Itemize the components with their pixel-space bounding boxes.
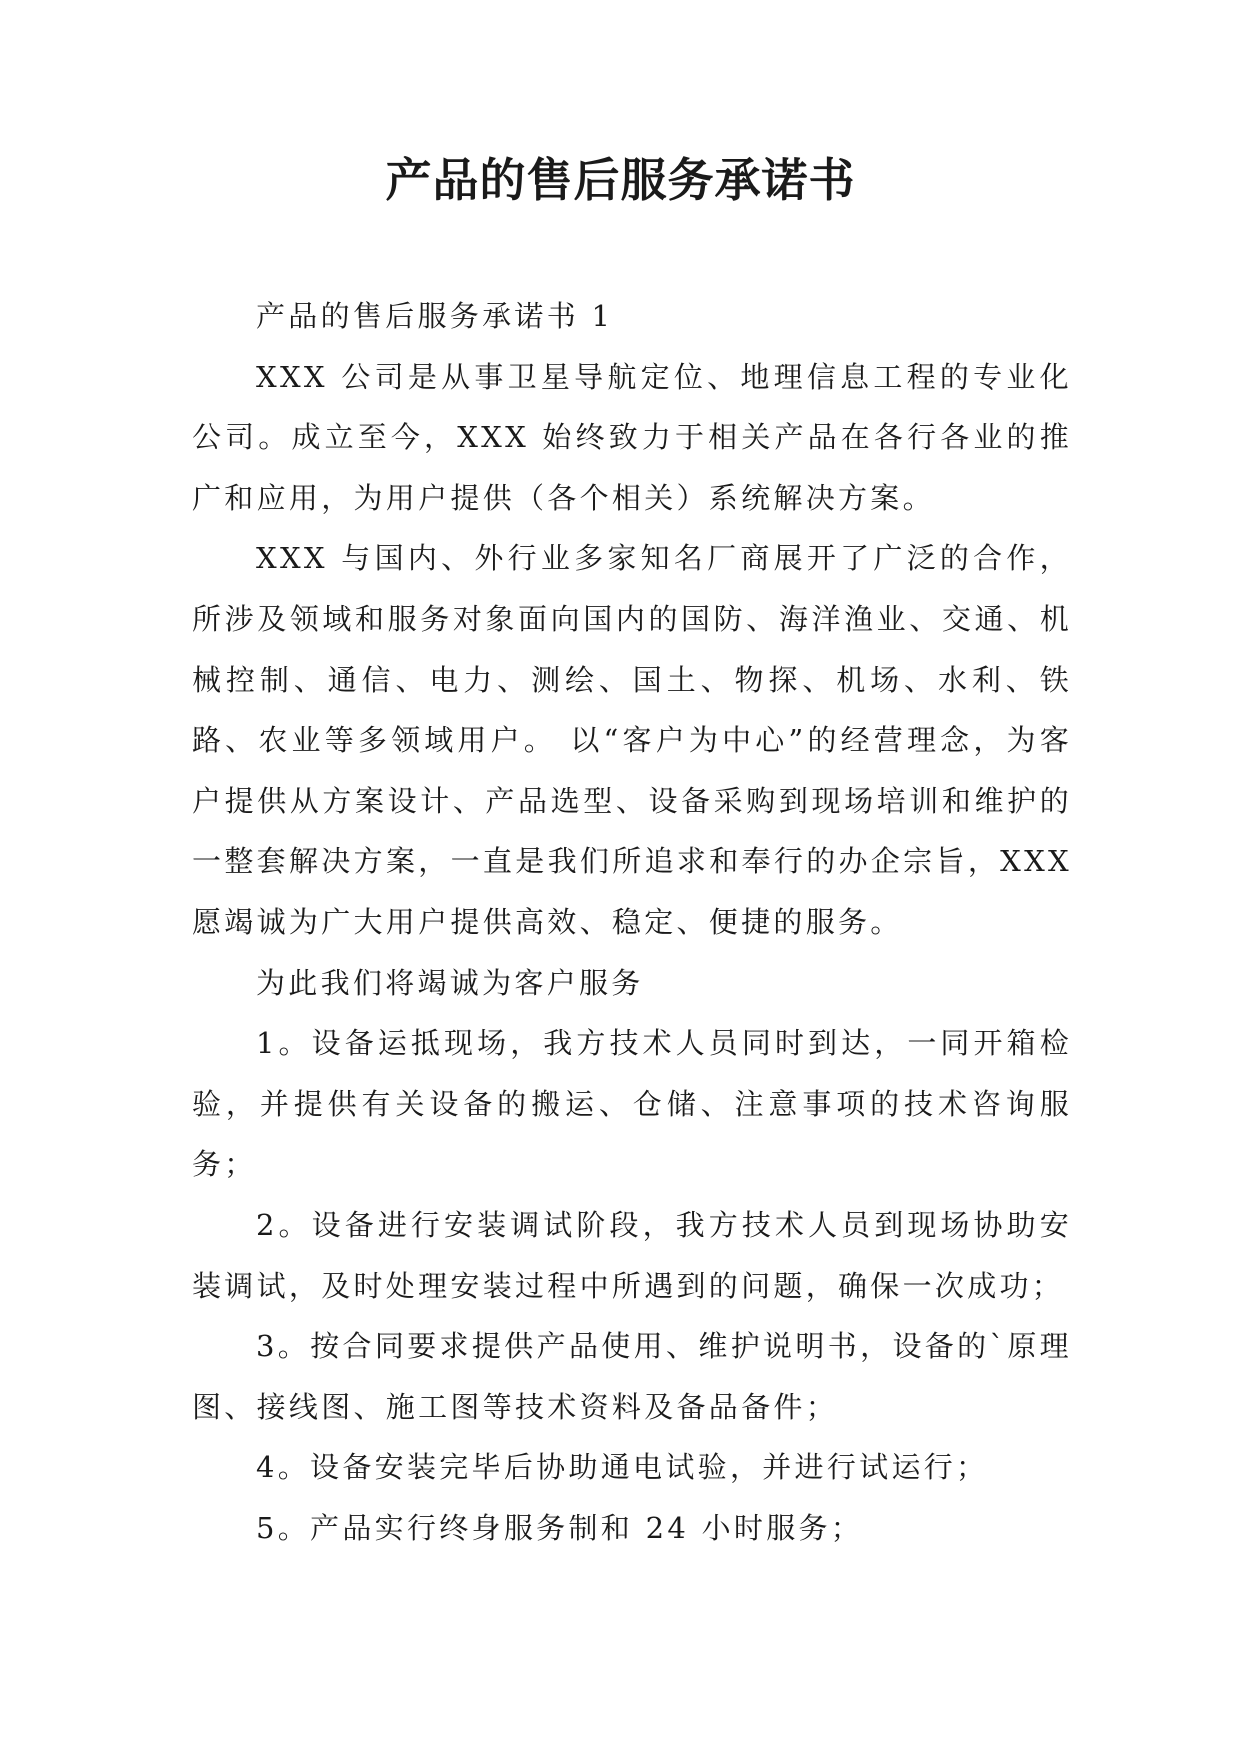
company-intro-paragraph: XXX 公司是从事卫星导航定位、地理信息工程的专业化公司。成立至今，XXX 始终致力于相关产品在各行各业的推广和应用，为用户提供（各个相关）系统解决方案。 [192,359,1072,515]
service-item-4: 4。设备安装完毕后协助通电试验，并进行试运行； [256,1450,989,1485]
document-body [192,286,1072,1558]
service-item-2: 2。设备进行安装调试阶段，我方技术人员到现场协助安装调试，及时处理安装过程中所遇到的问题，确保一次成功； [192,1207,1072,1303]
document-title: 产品的售后服务承诺书 [385,153,856,207]
service-intro-paragraph: 为此我们将竭诚为客户服务 [256,965,644,1000]
cooperation-paragraph: XXX 与国内、外行业多家知名厂商展开了广泛的合作，所涉及领域和服务对象面向国内的国防、海洋渔业、交通、机械控制、通信、电力、测绘、国土、物探、机场、水利、铁路、农业等多领域用户。 以“客户为中心”的经营理念，为客户提供从方案设计、产品选型、设备采购到现场培训和维护的一整套解决方案，一直是我们所追求和奉行的办企宗旨，XXX 愿竭诚为广大用户提供高效、稳定、便捷的服务。 [192,541,1072,939]
service-item-1: 1。设备运抵现场，我方技术人员同时到达，一同开箱检验，并提供有关设备的搬运、仓储、注意事项的技术咨询服务； [192,1026,1072,1182]
service-item-5: 5。产品实行终身服务制和 24 小时服务； [256,1510,864,1545]
subtitle-paragraph: 产品的售后服务承诺书 1 [256,299,614,333]
service-item-3: 3。按合同要求提供产品使用、维护说明书，设备的`原理图、接线图、施工图等技术资料及备品备件； [192,1329,1072,1424]
